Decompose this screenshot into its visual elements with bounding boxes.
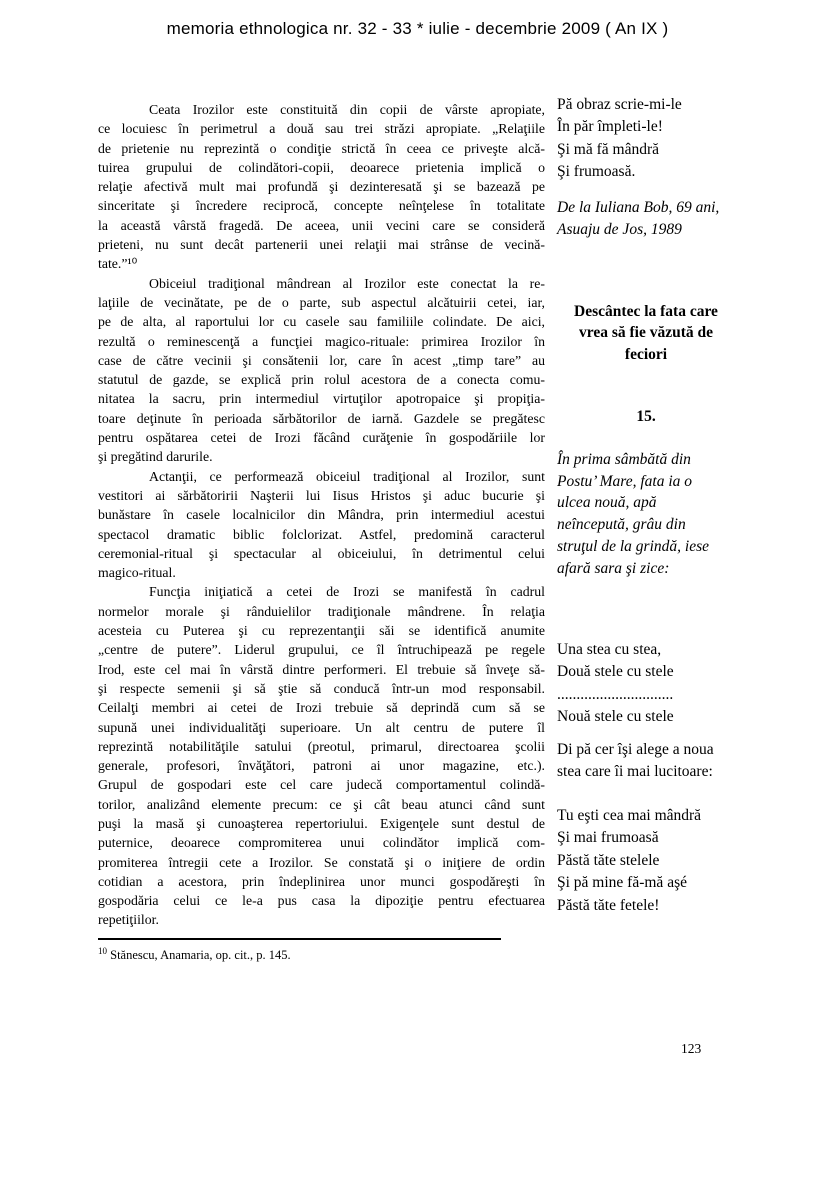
text-line: tate.”¹⁰ — [98, 256, 138, 272]
text-line: Una stea cu stea, — [557, 641, 662, 658]
text-line: reprezintă notabilităţile satului (preotul, primarul, directoarea şcolii — [98, 738, 545, 754]
text-line: sinceritate şi încredere reciprocă, concepte neînţelese în totalitate — [98, 198, 545, 214]
text-line: .............................. — [557, 685, 674, 703]
footnote — [98, 946, 545, 963]
text-line: puşi la masă şi cunoaşterea repertoriului. Exigenţele sunt destul de — [98, 815, 545, 831]
poem-ending — [557, 94, 735, 184]
text-line: Nouă stele cu stele — [557, 708, 674, 726]
text-line: „centre de putere”. Liderul grupului, ce îl întruchipează pe regele — [98, 642, 545, 658]
text-line: Descântec la fata care — [574, 303, 718, 320]
paragraph — [98, 274, 545, 467]
text-line: Păstă tăte fetele! — [557, 896, 660, 914]
text-line: Tu eşti cea mai mândră — [557, 807, 702, 824]
text-line: Di pă cer îşi alege a noua — [557, 741, 714, 758]
page-number: 123 — [681, 1041, 702, 1056]
text-line: Şi pă mine fă-mă aşé — [557, 874, 687, 892]
text-line: rezultă o reminescenţă a funcţiei magico-rituale: primirea Irozilor în — [98, 333, 545, 349]
text-line: Pă obraz scrie-mi-le — [557, 96, 682, 113]
text-line: nitatea la sacru, prin intermediul virtuţilor apotropaice şi propiţia- — [98, 391, 545, 407]
text-line: stea care îi mai lucitoare: — [557, 763, 713, 781]
text-line: tuirea grupului de colindători-copii, deoarece prietenia implică o — [98, 159, 545, 175]
text-line: puternice, deoarece compromiterea unui colindător implică com- — [98, 835, 545, 851]
text-line: Păstă tăte stelele — [557, 851, 660, 869]
text-line: pentru ospătarea cetei de Irozi făcând curăţenie în gospodăriile lor — [98, 430, 545, 446]
paragraph — [98, 582, 545, 929]
text-line: laţiile de vecinătate, pe de o parte, sub aspectul alcătuirii cetei, iar, — [98, 294, 545, 310]
text-line: generale, profesori, învăţători, patroni ai unor magazine, etc.). — [98, 758, 545, 774]
text-line: De la Iuliana Bob, 69 ani, — [557, 199, 720, 216]
text-line: Ceilalţi membri ai cetei de Irozi trebuie să deprindă cum să se — [98, 700, 545, 716]
text-line: torilor, analizând elemente precum: ce şi cât beau atunci când sunt — [98, 796, 545, 812]
text-line: promiterea întregii cete a Irozilor. Se constată şi o iniţiere de ordin — [98, 854, 545, 870]
text-line: supună unei individualităţi superioare. Un alt centru de putere îl — [98, 719, 545, 735]
text-line: Postu’ Mare, fata ia o — [557, 472, 693, 490]
charm-intro — [557, 449, 735, 579]
text-line: În prima sâmbătă din — [557, 451, 691, 468]
text-line: Irod, este cel mai în vârstă dintre performeri. El trebuie să înveţe să- — [98, 661, 545, 677]
paragraph — [98, 467, 545, 583]
text-line: Obiceiul tradiţional mândrean al Irozilor este conectat la re- — [149, 275, 545, 291]
text-line: Două stele cu stele — [557, 663, 674, 681]
text-line: Asuaju de Jos, 1989 — [557, 221, 682, 239]
article-body — [98, 100, 545, 963]
charm-stanza — [557, 739, 735, 784]
text-line: ceremonial-ritual şi spectacular al obiceiului, în detrimentul celui — [98, 545, 545, 561]
charm-stanza — [557, 639, 735, 729]
footnote-marker: 10 — [98, 945, 107, 956]
text-line: şi pregătind darurile. — [98, 449, 213, 465]
text-line: acesteia cu Puterea şi cu reprezentanţii săi se identifică anumite — [98, 623, 545, 639]
text-line: vrea să fie văzută de — [578, 324, 714, 342]
text-line: case de către vecinii şi consătenii lor, care în acest „timp tare” au — [98, 352, 545, 368]
text-line: normelor morale şi rânduielilor tradiţionale mândrene. În relaţia — [98, 603, 545, 619]
text-line: Grupul de gospodari este cel care judecă comportamentul colindă- — [98, 777, 545, 793]
text-line: la această vârstă fragedă. De aceea, unii vecini care se consideră — [98, 217, 545, 233]
text-line: toare deţinute în perioada sărbătorilor de iarnă. Gazdele se pregătesc — [98, 410, 545, 426]
text-line: relaţie afectivă mult mai profundă şi dezinteresată şi se bazează pe — [98, 179, 545, 195]
informant-attribution — [557, 197, 735, 242]
text-line: feciori — [624, 345, 668, 363]
charm-title — [557, 301, 735, 365]
text-line: neîncepută, grâu din — [557, 516, 686, 534]
text-line: vestitori ai sărbătoririi Naşterii lui Iisus Hristos şi aduc bucurie şi — [98, 487, 545, 503]
text-line: Şi frumoasă. — [557, 163, 636, 181]
text-line: de prietenie nu reprezintă o condiţie strictă în ceea ce priveşte alcă- — [98, 140, 545, 156]
charm-number: 15. — [636, 408, 656, 425]
text-line: bunăstare în casele localnicilor din Mândra, prin intermediul acestui — [98, 507, 545, 523]
text-line: Funcţia iniţiatică a cetei de Irozi se manifestă în cadrul — [149, 584, 545, 600]
text-line: În păr împleti-le! — [557, 118, 663, 136]
running-header: memoria ethnologica nr. 32 - 33 * iulie - decembrie 2009 ( An IX ) — [166, 19, 669, 38]
text-line: repetiţiilor. — [98, 912, 159, 928]
text-line: magico-ritual. — [98, 565, 176, 581]
text-line: statutul de gazde, se explică prin rolul acestora de a conecta comu- — [98, 372, 545, 388]
text-line: cotidian a acestora, prin îndeplinirea unor munci gospodăreşti în — [98, 873, 545, 889]
text-line: Şi mă fă mândră — [557, 140, 660, 158]
text-line: ulcea nouă, apă — [557, 494, 657, 512]
charm-stanza — [557, 805, 735, 917]
text-line: şi respecte semenii şi să ştie să conducă într-un mod responsabil. — [98, 680, 545, 696]
text-line: ce locuiesc în perimetrul a două sau trei străzi apropiate. „Relaţiile — [98, 121, 545, 137]
paragraph — [98, 100, 545, 274]
footnote-text: Stănescu, Anamaria, op. cit., p. 145. — [110, 947, 291, 962]
text-line: afară sara şi zice: — [557, 559, 670, 577]
text-line: prieteni, nu sunt decât partenerii unei relaţii mai strânse de vecină- — [98, 237, 545, 253]
text-line: pe de alta, al raportului lor cu casele sau familiile colindate. De aici, — [98, 314, 545, 330]
text-line: struţul de la grindă, iese — [557, 537, 709, 555]
text-line: Şi mai frumoasă — [557, 829, 659, 847]
text-line: Ceata Irozilor este constituită din copii de vârste apropiate, — [149, 102, 545, 117]
footnote-divider — [98, 938, 501, 940]
text-line: spectacol dramatic biblic folclorizat. Astfel, predomină caracterul — [98, 526, 545, 542]
text-line: Actanţii, ce performează obiceiul tradiţional al Irozilor, sunt — [149, 468, 545, 484]
text-line: gospodăria celui ce le-a pus casa la dipoziţie pentru efectuarea — [98, 893, 545, 909]
